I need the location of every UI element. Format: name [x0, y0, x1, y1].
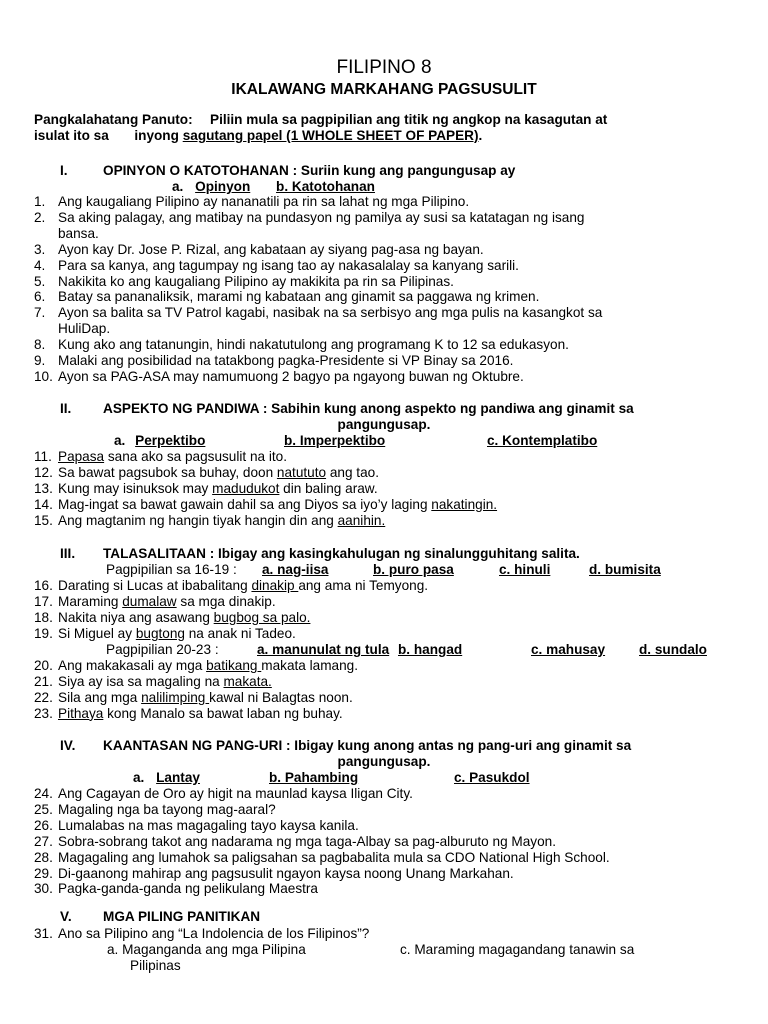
section2-heading-continued: pangungusap.	[337, 417, 431, 432]
page-title: FILIPINO 8	[336, 57, 432, 78]
instructions-line2-b: inyong	[134, 128, 179, 143]
section1-choice-a-letter: a.	[172, 179, 184, 194]
underlined-word: madudukot	[212, 480, 280, 496]
question-number: 15.	[34, 512, 53, 528]
section1-choice-b: b. Katotohanan	[276, 179, 375, 194]
section3-choice2-b: b. hangad	[398, 642, 463, 657]
question-text: Kung ako ang tatanungin, hindi nakatutulong ang programang K to 12 sa edukasyon.	[58, 337, 569, 353]
question-text: Sobra-sobrang takot ang nadarama ng mga taga-Albay sa pag-alburuto ng Mayon.	[58, 833, 556, 849]
instructions-line2-a: isulat ito sa	[34, 128, 109, 143]
underlined-word: nakatingin.	[431, 496, 498, 512]
underlined-word: nalilimping	[141, 689, 210, 705]
question-text-after: ang tao.	[326, 464, 379, 480]
section2-choice-a: Perpektibo	[135, 433, 206, 448]
instructions-label: Pangkalahatang Panuto:	[34, 112, 193, 127]
question-number: 13.	[34, 480, 53, 496]
question-31-option-a: a. Maganganda ang mga Pilipina	[107, 942, 306, 957]
question-text: Malaki ang posibilidad na tatakbong pagka-Presidente si VP Binay sa 2016.	[58, 353, 514, 368]
question-text-before: Maraming	[58, 593, 123, 609]
question-text-before: Ang magtanim ng hangin tiyak hangin din ang	[58, 512, 338, 528]
instructions-line2	[34, 128, 482, 144]
question-text	[58, 706, 343, 722]
question-text: Magagaling ang lumahok sa paligsahan sa pagbabalita mula sa CDO National High School.	[58, 849, 610, 865]
question-text	[58, 497, 497, 513]
underlined-word: aanihin.	[337, 512, 386, 528]
section4-heading: KAANTASAN NG PANG-URI : Ibigay kung anong antas ng pang-uri ang ginamit sa	[103, 738, 632, 753]
question-text-after: ang ama ni Temyong.	[298, 578, 429, 593]
question-text: Batay sa pananaliksik, marami ng kabataan ang ginamit sa paggawa ng krimen.	[58, 289, 540, 305]
section5-numeral: V.	[60, 909, 72, 924]
question-text: Magaling nga ba tayong mag-aaral?	[58, 801, 276, 817]
question-number: 12.	[34, 464, 53, 480]
instructions-line2-d: .	[478, 128, 483, 143]
question-number: 29.	[34, 865, 53, 881]
question-number: 6.	[34, 289, 46, 305]
question-number: 1.	[34, 194, 46, 209]
question-text: Ayon sa balita sa TV Patrol kagabi, nasibak na sa serbisyo ang mga pulis na kasangkot sa	[58, 305, 603, 321]
question-number: 18.	[34, 609, 53, 625]
question-text: Ayon sa PAG-ASA may namumuong 2 bagyo pa ngayong buwan ng Oktubre.	[58, 368, 524, 384]
question-text-before: Darating si Lucas at ibabalitang	[58, 578, 252, 593]
section4-choice-c: c. Pasukdol	[454, 770, 530, 785]
question-number: 27.	[34, 833, 53, 849]
instructions-line1: Piliin mula sa pagpipilian ang titik ng angkop na kasagutan at	[210, 112, 608, 127]
section4-choice-a-letter: a.	[133, 770, 145, 785]
question-text: bansa.	[58, 225, 99, 241]
question-number: 5.	[34, 273, 46, 289]
question-text	[58, 610, 310, 626]
question-text-after: na anak ni Tadeo.	[184, 625, 296, 641]
question-text: Sa aking palagay, ang matibay na pundasyon ng pamilya ay susi sa katatagan ng isang	[58, 209, 585, 225]
question-text-after: kong Manalo sa bawat laban ng buhay.	[103, 705, 343, 721]
question-text: Nakikita ko ang kaugaliang Pilipino ay makikita pa rin sa Pilipinas.	[58, 273, 454, 289]
question-text: Di-gaanong mahirap ang pagsusulit ngayon kaysa noong Unang Markahan.	[58, 865, 514, 881]
question-number: 7.	[34, 305, 46, 321]
question-text-before: Si Miguel ay	[58, 625, 136, 641]
question-text	[58, 690, 353, 706]
question-number: 23.	[34, 705, 53, 721]
section4-numeral: IV.	[60, 738, 76, 753]
underlined-word: bugtong	[135, 625, 185, 641]
question-31-option-a-continued: Pilipinas	[130, 958, 181, 973]
question-number: 22.	[34, 689, 53, 705]
question-number: 16.	[34, 578, 53, 593]
question-text	[58, 674, 272, 690]
section2-choice-a-wrap	[114, 433, 205, 449]
section5-heading: MGA PILING PANITIKAN	[103, 909, 261, 924]
underlined-word: batikang	[206, 658, 262, 673]
section1-choice-a: Opinyon	[195, 179, 251, 194]
question-text-before: Sila ang mga	[58, 689, 142, 705]
question-text-before: Sa bawat pagsubok sa buhay, doon	[58, 464, 277, 480]
question-text-after: makata lamang.	[261, 658, 358, 673]
underlined-word: Papasa	[58, 449, 105, 464]
question-text: Lumalabas na mas magagaling tayo kaysa kanila.	[58, 817, 359, 833]
section3-choice2-c: c. mahusay	[531, 642, 606, 657]
question-number: 9.	[34, 353, 46, 368]
section1-choices	[172, 179, 375, 195]
section3-choice1-b: b. puro pasa	[373, 562, 454, 577]
question-number: 26.	[34, 817, 53, 833]
underlined-word: Pithaya	[58, 705, 104, 721]
question-text-before: Nakita niya ang asawang	[58, 609, 214, 625]
question-text-before: Ang makakasali ay mga	[58, 658, 207, 673]
question-text	[58, 465, 379, 481]
section2-numeral: II.	[60, 401, 72, 416]
question-text-after: sa mga dinakip.	[176, 593, 276, 609]
section3-choice2-a: a. manunulat ng tula	[257, 642, 390, 657]
question-text	[58, 578, 428, 594]
question-text-before: Kung may isinuksok may	[58, 480, 213, 496]
question-number: 19.	[34, 625, 53, 641]
question-number: 28.	[34, 849, 53, 865]
section3-choices2-label: Pagpipilian 20-23 :	[106, 642, 219, 657]
underlined-word: natututo	[276, 464, 327, 480]
question-text-after: din baling araw.	[279, 480, 378, 496]
section4-heading-continued: pangungusap.	[337, 754, 431, 769]
section3-choice1-d: d. bumisita	[589, 562, 661, 577]
question-text-after: sana ako sa pagsusulit na ito.	[104, 449, 287, 464]
question-number: 14.	[34, 496, 53, 512]
question-number: 17.	[34, 593, 53, 609]
section2-choice-c: c. Kontemplatibo	[487, 433, 598, 448]
underlined-word: bugbog sa palo.	[213, 609, 311, 625]
question-text: Ano sa Pilipino ang “La Indolencia de los Filipinos”?	[58, 926, 370, 941]
section2-heading: ASPEKTO NG PANDIWA : Sabihin kung anong aspekto ng pandiwa ang ginamit sa	[103, 401, 634, 416]
question-text: HuliDap.	[58, 321, 111, 337]
underlined-word: dinakip	[251, 578, 299, 593]
section3-numeral: III.	[60, 546, 76, 561]
section2-choice-a-letter: a.	[114, 433, 126, 448]
section2-choice-b: b. Imperpektibo	[284, 433, 386, 448]
question-text: Pagka-ganda-ganda ng pelikulang Maestra	[58, 881, 318, 897]
underlined-word: dumalaw	[122, 593, 177, 609]
question-text	[58, 449, 287, 465]
question-number: 24.	[34, 786, 53, 801]
question-31-option-c: c. Maraming magagandang tanawin sa	[400, 942, 635, 957]
question-number: 21.	[34, 673, 53, 689]
question-text	[58, 481, 378, 497]
section4-choice-a: Lantay	[156, 770, 200, 785]
question-number: 10.	[34, 368, 53, 384]
question-number: 11.	[34, 449, 52, 464]
question-text	[58, 513, 385, 529]
question-number: 3.	[34, 241, 46, 257]
question-text-before: Siya ay isa sa magaling na	[58, 673, 224, 689]
question-text-before: Mag-ingat sa bawat gawain dahil sa ang Diyos sa iyo’y laging	[58, 496, 432, 512]
question-text	[58, 658, 358, 674]
section4-choice-a-wrap	[133, 770, 200, 786]
question-text: Ang kaugaliang Pilipino ay nananatili pa rin sa lahat ng mga Pilipino.	[58, 194, 470, 209]
question-number: 30.	[34, 881, 53, 897]
question-text	[58, 626, 296, 642]
section3-choice2-d: d. sundalo	[639, 642, 707, 657]
section3-choice1-a: a. nag-iisa	[262, 562, 329, 577]
underlined-word: makata.	[223, 673, 272, 689]
question-text	[58, 594, 276, 610]
question-text: Ang Cagayan de Oro ay higit na maunlad kaysa Iligan City.	[58, 786, 413, 801]
section1-heading: OPINYON O KATOTOHANAN : Suriin kung ang pangungusap ay	[103, 163, 516, 178]
exam-subtitle: IKALAWANG MARKAHANG PAGSUSULIT	[231, 81, 537, 98]
section1-numeral: I.	[60, 163, 68, 178]
question-number: 25.	[34, 801, 53, 817]
section4-choice-b: b. Pahambing	[269, 770, 359, 785]
question-number: 4.	[34, 257, 46, 273]
question-text: Para sa kanya, ang tagumpay ng isang tao ay nakasalalay sa kanyang sarili.	[58, 257, 519, 273]
section3-heading: TALASALITAAN : Ibigay ang kasingkahulugan ng sinalungguhitang salita.	[103, 546, 580, 561]
question-text: Ayon kay Dr. Jose P. Rizal, ang kabataan ay siyang pag-asa ng bayan.	[58, 241, 484, 257]
question-number: 20.	[34, 658, 53, 673]
question-text-after: kawal ni Balagtas noon.	[209, 689, 353, 705]
section3-choice1-c: c. hinuli	[499, 562, 551, 577]
question-number: 8.	[34, 337, 46, 353]
question-number: 31.	[34, 926, 53, 941]
instructions-line2-c: sagutang papel (1 WHOLE SHEET OF PAPER)	[182, 128, 479, 143]
section3-choices1-label: Pagpipilian sa 16-19 :	[106, 562, 237, 577]
question-number: 2.	[34, 209, 46, 225]
